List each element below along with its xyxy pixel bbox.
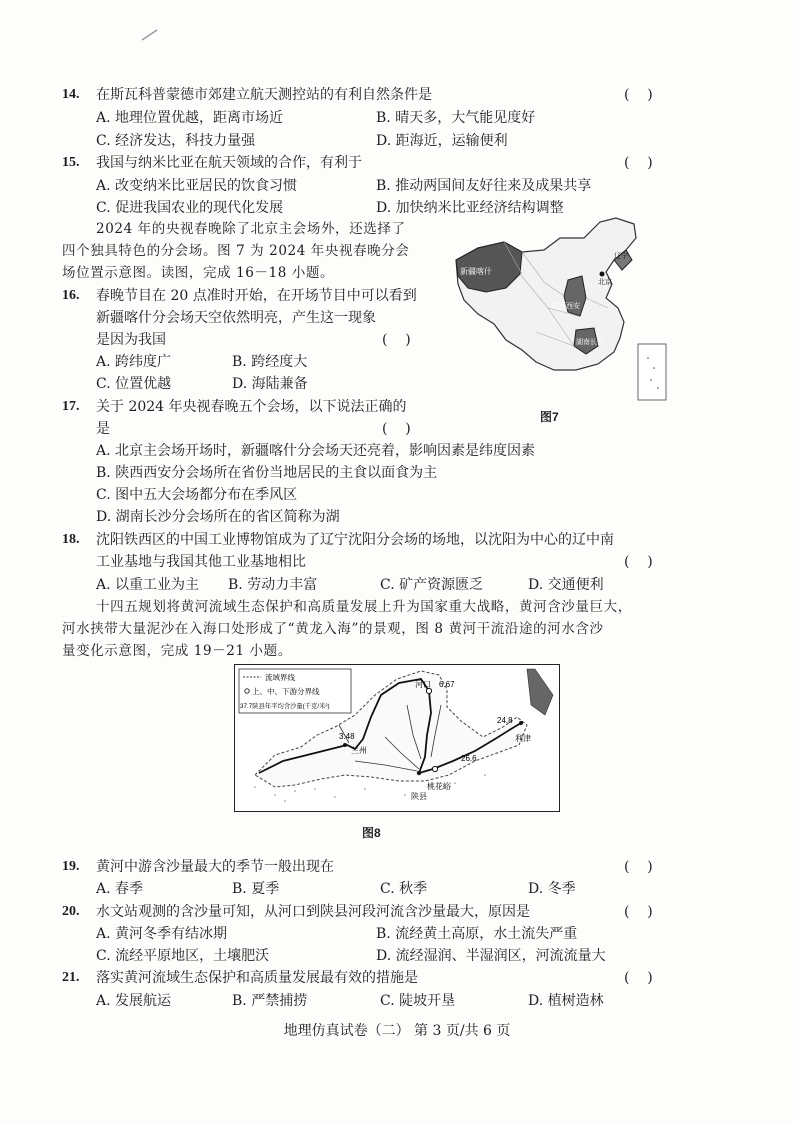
option-a[interactable]: A. 北京主会场开场时，新疆喀什分会场天还亮着，影响因素是纬度因素 xyxy=(96,443,536,459)
option-c[interactable]: C. 陡坡开垦 xyxy=(380,993,456,1009)
option-b[interactable]: B. 陕西西安分会场所在省份当地居民的主食以面食为主 xyxy=(96,465,438,481)
option-b[interactable]: B. 跨经度大 xyxy=(232,354,308,370)
question-number: 18. xyxy=(62,532,80,547)
question-stem: 是因为我国 xyxy=(96,332,166,348)
question-number: 15. xyxy=(62,155,80,170)
option-d[interactable]: D. 交通便利 xyxy=(528,577,604,593)
option-a[interactable]: A. 春季 xyxy=(96,881,144,897)
question-stem: 我国与纳米比亚在航天领域的合作，有利于 xyxy=(96,155,362,171)
question-number: 14. xyxy=(62,87,80,102)
label-liaoning: 辽宁 xyxy=(614,253,628,260)
option-b[interactable]: B. 夏季 xyxy=(232,881,280,897)
option-a[interactable]: A. 黄河冬季有结冰期 xyxy=(96,926,228,942)
option-b[interactable]: B. 流经黄土高原，水土流失严重 xyxy=(376,926,578,942)
option-d[interactable]: D. 湖南长沙分会场所在的省区简称为湖 xyxy=(96,509,340,525)
question-number: 16. xyxy=(62,288,80,303)
lanzhou-marker xyxy=(343,743,347,747)
label-shanxian: 陕县 xyxy=(411,792,427,801)
question-stem: 沈阳铁西区的中国工业博物馆成为了辽宁沈阳分会场的场地，以沈阳为中心的辽中南 xyxy=(96,532,614,548)
option-c[interactable]: C. 图中五大会场都分布在季风区 xyxy=(96,487,298,503)
yellow-river-map xyxy=(235,665,559,811)
beijing-marker xyxy=(600,272,605,277)
option-d[interactable]: D. 冬季 xyxy=(528,881,576,897)
label-hekou: 河口 xyxy=(415,680,431,689)
answer-bracket[interactable]: ( ) xyxy=(382,421,411,437)
question-number: 21. xyxy=(62,970,80,985)
bohai-coast xyxy=(527,669,553,715)
intro-line: 四个独具特色的分会场。图 7 为 2024 年央视春晚分会 xyxy=(62,243,410,259)
huayuankou-marker xyxy=(432,766,437,771)
intro-line: 河水挟带大量泥沙在入海口处形成了“黄龙入海”的景观，图 8 黄河干流沿途的河水含沙 xyxy=(62,621,604,637)
question-number: 17. xyxy=(62,399,80,414)
value-huayuankou: 26.6 xyxy=(461,754,477,763)
label-beijing: 北京 xyxy=(598,279,612,286)
option-d[interactable]: D. 植树造林 xyxy=(528,993,604,1009)
option-c[interactable]: C. 促进我国农业的现代化发展 xyxy=(96,200,284,216)
intro-line: 2024 年的央视春晚除了北京主会场外，还选择了 xyxy=(96,221,406,237)
answer-bracket[interactable]: ( ) xyxy=(624,155,653,171)
intro-line: 量变化示意图，完成 19－21 小题。 xyxy=(62,643,292,659)
label-huayuankou: 桃花峪 xyxy=(427,782,451,791)
legend-boundary: 流域界线 xyxy=(265,673,295,682)
option-d[interactable]: D. 流经湿润、半湿润区，河流流量大 xyxy=(376,948,606,964)
option-b[interactable]: B. 严禁捕捞 xyxy=(232,993,308,1009)
legend-division: 上、中、下游分界线 xyxy=(252,687,320,696)
answer-bracket[interactable]: ( ) xyxy=(624,554,653,570)
option-a[interactable]: A. 发展航运 xyxy=(96,993,172,1009)
china-map xyxy=(448,212,670,408)
question-number: 19. xyxy=(62,859,80,874)
option-d[interactable]: D. 加快纳米比亚经济结构调整 xyxy=(376,200,564,216)
question-number: 20. xyxy=(62,904,80,919)
option-c[interactable]: C. 秋季 xyxy=(380,881,428,897)
value-lanzhou: 3.48 xyxy=(339,732,355,741)
label-lijin: 利津 xyxy=(515,734,531,743)
option-b[interactable]: B. 推动两国间友好往来及成果共享 xyxy=(376,178,592,194)
figure-8-caption: 图8 xyxy=(362,826,381,840)
label-changsha: 湖南长沙 xyxy=(576,339,604,346)
question-stem: 关于 2024 年央视春晚五个会场，以下说法正确的 xyxy=(96,399,407,415)
option-d[interactable]: D. 海陆兼备 xyxy=(232,376,308,392)
question-stem: 黄河中游含沙量最大的季节一般出现在 xyxy=(96,859,334,875)
option-a[interactable]: A. 改变纳米比亚居民的饮食习惯 xyxy=(96,178,298,194)
question-stem: 春晚节目在 20 点准时开始，在开场节目中可以看到 xyxy=(96,288,417,304)
value-hekou: 6.67 xyxy=(439,680,455,689)
shanxian-marker xyxy=(417,771,421,775)
south-china-sea-inset xyxy=(638,344,666,400)
option-d[interactable]: D. 距海近，运输便利 xyxy=(376,133,508,149)
answer-bracket[interactable]: ( ) xyxy=(624,904,653,920)
figure-7-caption: 图7 xyxy=(540,410,559,424)
intro-line: 场位置示意图。读图，完成 16－18 小题。 xyxy=(62,265,335,281)
option-a[interactable]: A. 跨纬度广 xyxy=(96,354,172,370)
option-c[interactable]: C. 位置优越 xyxy=(96,376,172,392)
option-c[interactable]: C. 经济发达，科技力量强 xyxy=(96,133,256,149)
figure-8-map xyxy=(234,664,560,812)
answer-bracket[interactable]: ( ) xyxy=(624,970,653,986)
figure-7-map xyxy=(448,212,670,408)
legend-sediment: 37.7陕县年平均含沙量(千克/米³) xyxy=(240,703,330,710)
option-a[interactable]: A. 地理位置优越，距离市场近 xyxy=(96,110,284,126)
answer-bracket[interactable]: ( ) xyxy=(382,332,411,348)
hekou-marker xyxy=(426,688,431,693)
option-b[interactable]: B. 晴天多，大气能见度好 xyxy=(376,110,536,126)
lijin-marker xyxy=(519,721,523,725)
label-kashgar: 新疆喀什 xyxy=(460,267,492,276)
option-c[interactable]: C. 矿产资源匮乏 xyxy=(380,577,484,593)
question-stem: 新疆喀什分会场天空依然明亮，产生这一现象 xyxy=(96,310,376,326)
question-stem: 水文站观测的含沙量可知，从河口到陕县河段河流含沙量最大，原因是 xyxy=(96,904,530,920)
label-lanzhou: 兰州 xyxy=(351,746,367,755)
question-stem: 工业基地与我国其他工业基地相比 xyxy=(96,554,306,570)
answer-bracket[interactable]: ( ) xyxy=(624,859,653,875)
option-a[interactable]: A. 以重工业为主 xyxy=(96,577,200,593)
question-stem: 落实黄河流域生态保护和高质量发展最有效的措施是 xyxy=(96,970,418,986)
label-xian: 陕西西安 xyxy=(552,303,580,310)
option-b[interactable]: B. 劳动力丰富 xyxy=(228,577,318,593)
page-footer: 地理仿真试卷（二） 第 3 页/共 6 页 xyxy=(283,1023,511,1039)
answer-bracket[interactable]: ( ) xyxy=(624,87,653,103)
question-stem: 是 xyxy=(96,421,110,437)
value-lijin: 24.8 xyxy=(497,716,513,725)
intro-line: 十四五规划将黄河流域生态保护和高质量发展上升为国家重大战略，黄河含沙量巨大， xyxy=(96,599,632,615)
question-stem: 在斯瓦科普蒙德市郊建立航天测控站的有利自然条件是 xyxy=(96,87,432,103)
scan-mark xyxy=(140,28,160,42)
option-c[interactable]: C. 流经平原地区，土壤肥沃 xyxy=(96,948,270,964)
